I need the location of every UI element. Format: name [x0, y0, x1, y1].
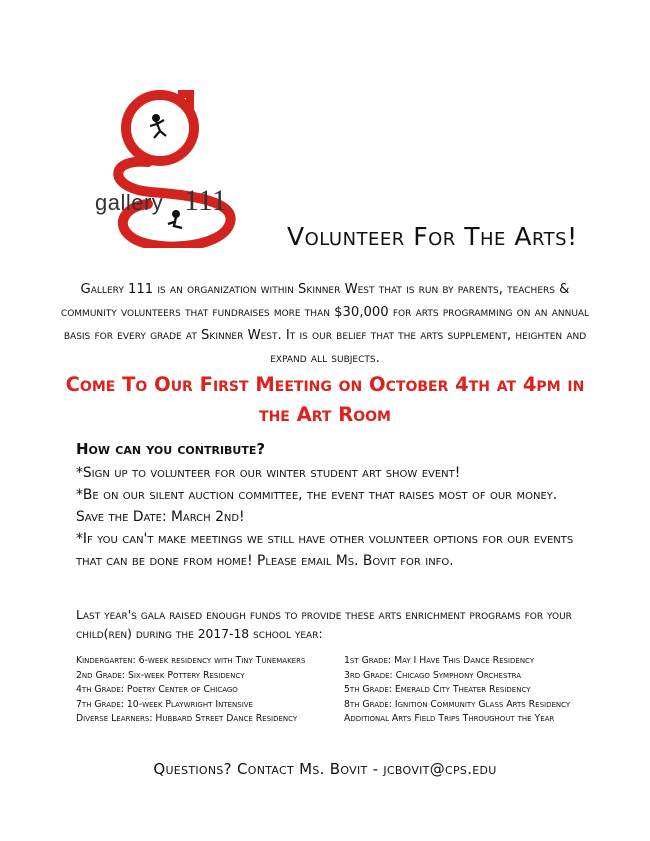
contribute-item: *Be on our silent auction committee, the event that raises most of our money. Save the Date: March 2nd!	[76, 487, 558, 525]
contribute-item: *Sign up to volunteer for our winter student art show event!	[76, 465, 461, 481]
gallery-111-logo	[90, 88, 240, 248]
program-item: 1st Grade: May I Have This Dance Residency	[344, 655, 535, 666]
gala-paragraph: Last year's gala raised enough funds to provide these arts enrichment programs for your child(ren) during the 2017-18 school year:	[76, 608, 572, 641]
contribute-list	[76, 462, 581, 572]
programs-right-column	[344, 654, 570, 727]
contribute-item: *If you can't make meetings we still have other volunteer options for our events that can be done from home! Please email Ms. Bovit for info.	[76, 531, 574, 569]
logo-word: gallery	[95, 190, 164, 215]
program-item: 4th Grade: Poetry Center of Chicago	[76, 684, 238, 695]
program-item: 7th Grade: 10-week Playwright Intensive	[76, 698, 253, 710]
program-item: 2nd Grade: Six-week Pottery Residency	[76, 669, 245, 681]
climber-figure-icon	[150, 115, 166, 139]
intro-paragraph: Gallery 111 is an organization within Skinner West that is run by parents, teachers & community volunteers that fundraises more than $30,000 for arts programming on an annual basis for every grade at Skinner West. It is our belief that the arts supplement, heighten and expand all subjects.	[60, 282, 590, 366]
program-item: Diverse Learners: Hubbard Street Dance Residency	[76, 713, 298, 724]
program-item: 5th Grade: Emerald City Theater Residency	[344, 684, 531, 695]
page-title: Volunteer For The Arts!	[287, 222, 578, 251]
programs-left-column	[76, 654, 305, 727]
program-item: Kindergarten: 6-week residency with Tiny Tunemakers	[76, 655, 306, 666]
contribute-heading: How can you contribute?	[76, 440, 266, 458]
program-item: 8th Grade: Ignition Community Glass Arts Residency	[344, 698, 571, 710]
logo-number: 111	[184, 184, 227, 217]
meeting-announcement: Come To Our First Meeting on October 4th at 4pm in the Art Room	[65, 373, 585, 426]
program-item: 3rd Grade: Chicago Symphony Orchestra	[344, 669, 522, 681]
contact-line: Questions? Contact Ms. Bovit - jcbovit@cps.edu	[153, 760, 497, 778]
program-item: Additional Arts Field Trips Throughout the Year	[344, 713, 555, 724]
sitting-figure-icon	[168, 211, 182, 229]
